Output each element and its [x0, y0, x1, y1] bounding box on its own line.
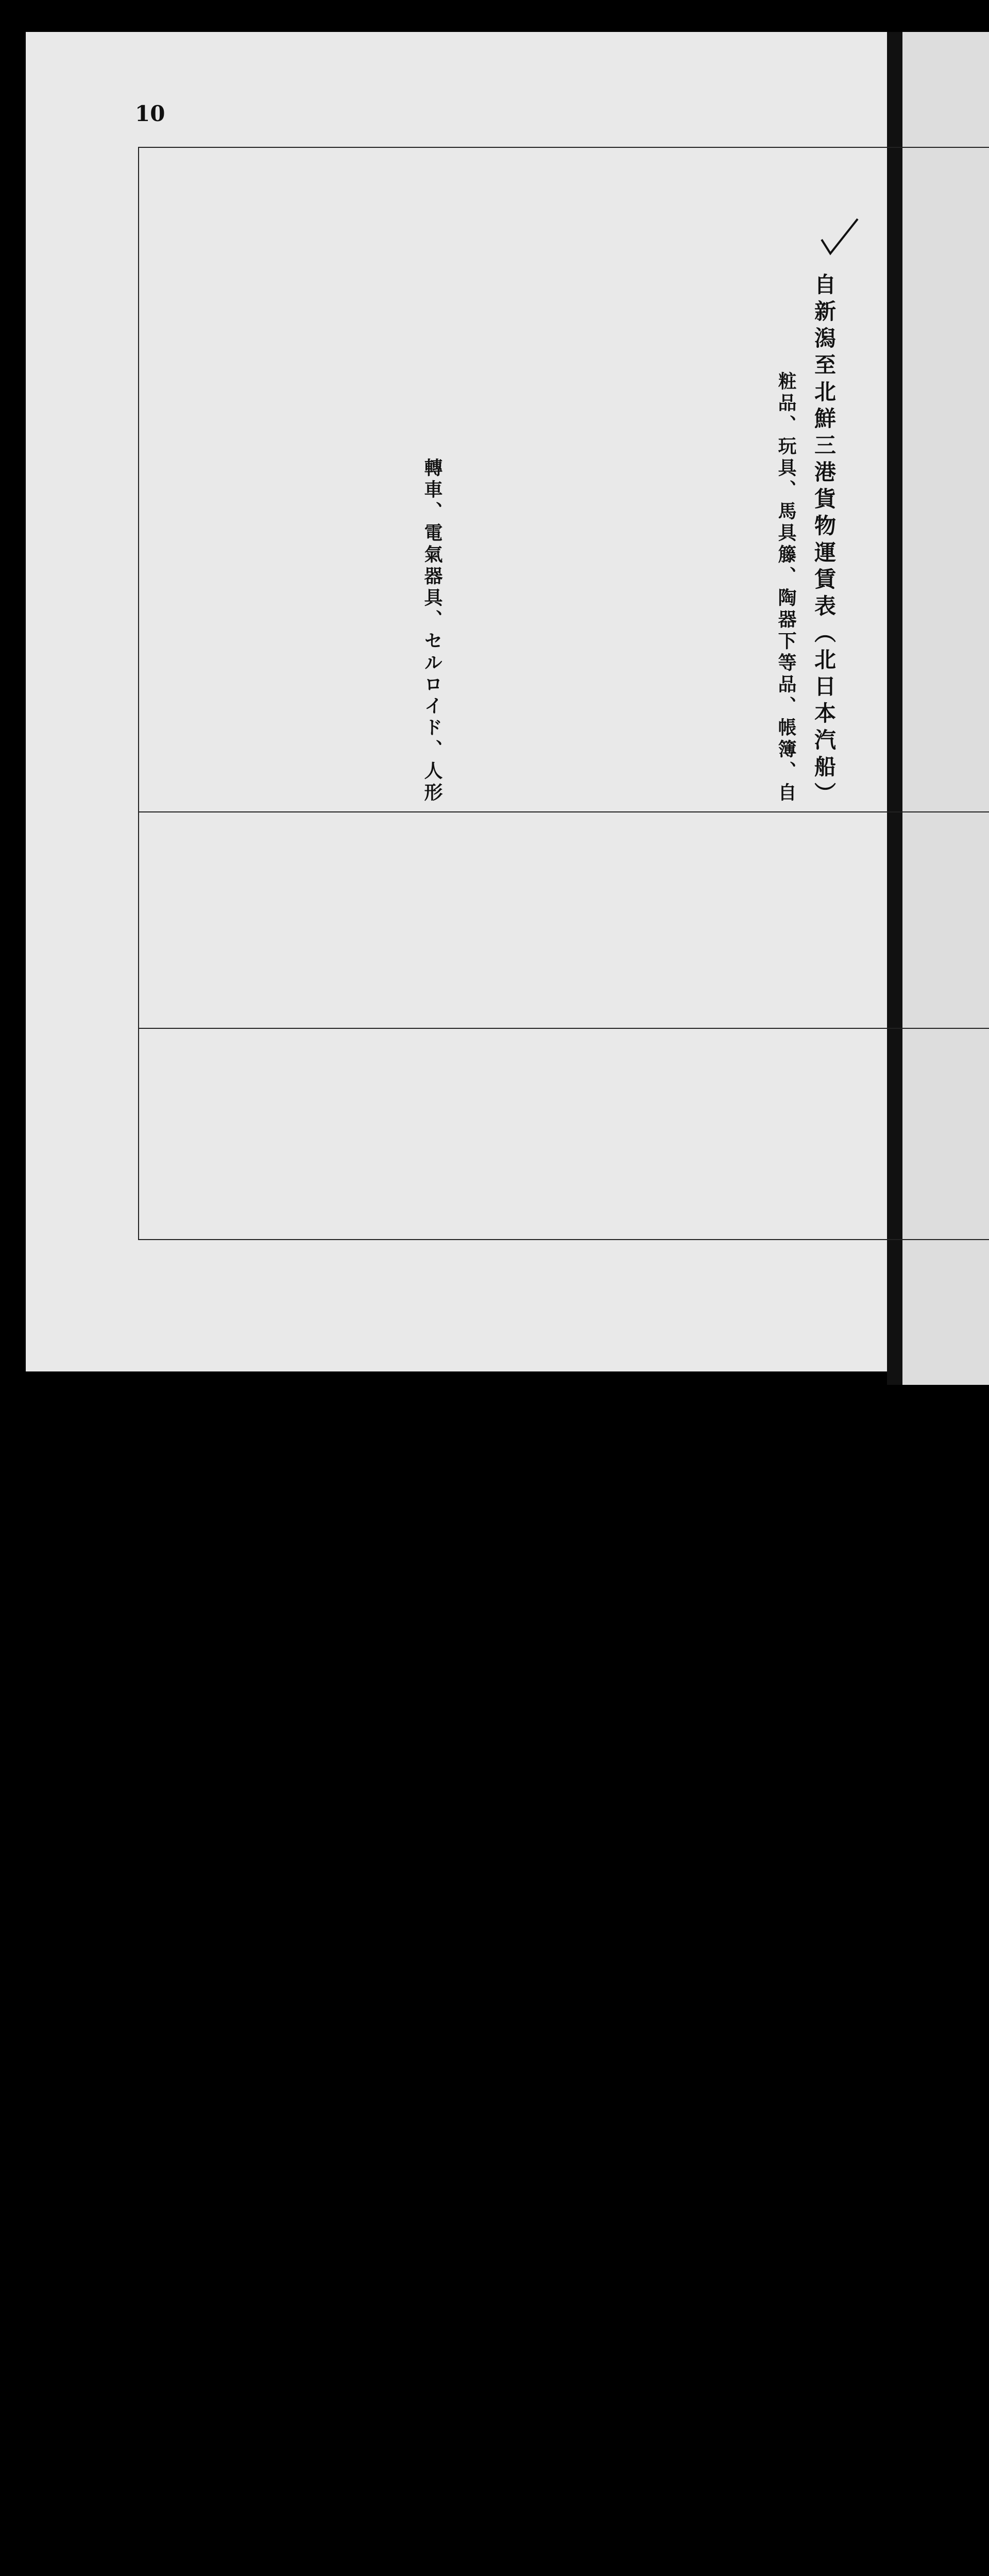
item-name-cell	[447, 147, 800, 812]
page-number: 10	[135, 101, 165, 126]
item-rate-cell	[139, 1028, 989, 1240]
item-name-cell	[139, 147, 447, 812]
document-title: 自新潟至北鮮三港貨物運賃表（北日本汽船）	[811, 273, 837, 809]
item-name: 粧品、玩具、馬具籐、陶器下等品、帳簿、自	[775, 371, 796, 804]
item-name: 轉車、電氣器具、セルロイド、人形	[421, 458, 442, 804]
item-name-cell	[800, 147, 989, 812]
freight-rate-table	[138, 147, 989, 1240]
item-unit-cell	[139, 812, 989, 1028]
